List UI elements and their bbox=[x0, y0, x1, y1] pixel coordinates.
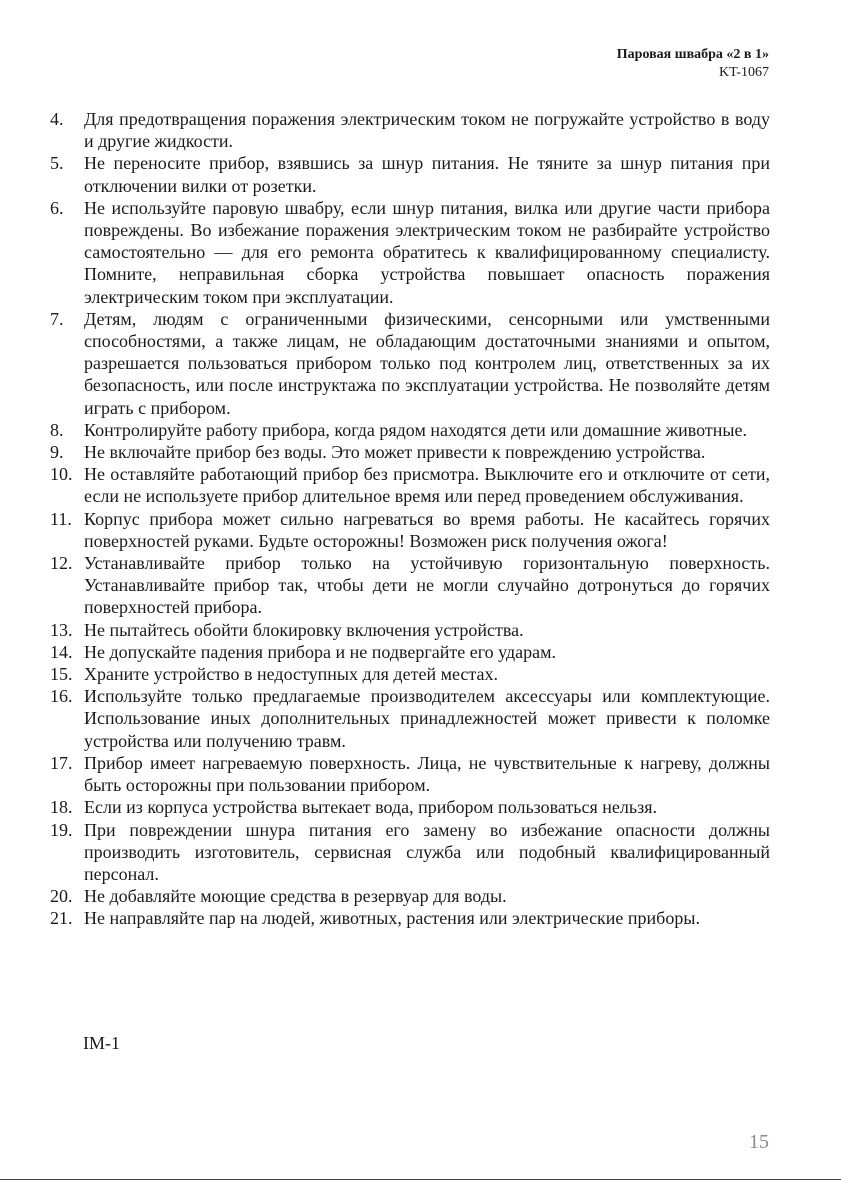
list-item bbox=[50, 419, 770, 441]
item-number: 17. bbox=[50, 752, 73, 773]
list-item bbox=[50, 619, 770, 641]
product-model: KT-1067 bbox=[718, 65, 769, 80]
item-text: Не добавляйте моющие средства в резервуар для воды. bbox=[84, 886, 507, 907]
item-number: 12. bbox=[50, 553, 73, 574]
document-code: IM-1 bbox=[83, 1033, 120, 1053]
list-item bbox=[50, 463, 770, 507]
bottom-divider bbox=[0, 1179, 841, 1180]
item-text: Не пытайтесь обойти блокировку включения устройства. bbox=[84, 619, 524, 640]
item-number: 11. bbox=[50, 508, 72, 529]
item-text: При повреждении шнура питания его замену во избежание опасности должны производить изготовитель, сервисная служба или подобный квалифицированный персонал. bbox=[84, 819, 770, 884]
item-text: Для предотвращения поражения электрическим током не погружайте устройство в воду и другие жидкости. bbox=[84, 109, 770, 152]
list-item bbox=[50, 752, 770, 796]
item-number: 5. bbox=[50, 153, 64, 174]
list-item bbox=[50, 308, 770, 419]
list-item bbox=[50, 552, 770, 619]
item-text: Контролируйте работу прибора, когда рядом находятся дети или домашние животные. bbox=[84, 419, 747, 440]
item-text: Не включайте прибор без воды. Это может привести к повреждению устройства. bbox=[84, 442, 706, 463]
item-number: 13. bbox=[50, 619, 73, 640]
safety-instructions-list bbox=[50, 108, 770, 930]
item-number: 21. bbox=[50, 908, 73, 929]
item-number: 4. bbox=[50, 109, 64, 129]
item-text: Не оставляйте работающий прибор без присмотра. Выключите его и отключите от сети, если не используете прибор длительное время или перед проведением обслуживания. bbox=[84, 464, 770, 507]
item-number: 10. bbox=[50, 464, 73, 485]
list-item bbox=[50, 108, 770, 152]
item-text: Устанавливайте прибор только на устойчивую горизонтальную поверхность. Устанавливайте прибор так, чтобы дети не могли случайно дотронуться до горячих поверхностей прибора. bbox=[84, 553, 770, 618]
page-number: 15 bbox=[749, 1131, 769, 1153]
item-text: Не допускайте падения прибора и не подвергайте его ударам. bbox=[84, 641, 557, 662]
item-text: Не переносите прибор, взявшись за шнур питания. Не тяните за шнур питания при отключении вилки от розетки. bbox=[84, 153, 770, 196]
product-title: Паровая швабра «2 в 1» bbox=[616, 47, 769, 62]
item-number: 9. bbox=[50, 442, 64, 463]
item-number: 7. bbox=[50, 308, 64, 329]
item-number: 19. bbox=[50, 819, 73, 840]
item-number: 14. bbox=[50, 641, 73, 662]
list-item bbox=[50, 441, 770, 463]
list-item bbox=[50, 197, 770, 308]
list-item bbox=[50, 152, 770, 196]
list-item bbox=[50, 885, 770, 907]
item-number: 16. bbox=[50, 686, 73, 707]
item-text: Храните устройство в недоступных для детей местах. bbox=[84, 664, 498, 685]
list-item bbox=[50, 508, 770, 552]
list-item bbox=[50, 641, 770, 663]
item-text: Детям, людям с ограниченными физическими, сенсорными или умственными способностями, а также лицам, не обладающим достаточными знаниями и опытом, разрешается пользоваться прибором только под контролем лиц, ответственных за их безопасность, или после инструктажа по эксплуатации устройства. Не позволяйте детям играть с прибором. bbox=[84, 308, 770, 418]
item-number: 15. bbox=[50, 664, 73, 685]
item-number: 18. bbox=[50, 797, 73, 818]
item-text: Прибор имеет нагреваемую поверхность. Лица, не чувствительные к нагреву, должны быть осторожны при пользовании прибором. bbox=[84, 752, 770, 796]
item-text: Корпус прибора может сильно нагреваться во время работы. Не касайтесь горячих поверхностей руками. Будьте осторожны! Возможен риск получения ожога! bbox=[84, 508, 770, 551]
item-text: Не используйте паровую швабру, если шнур питания, вилка или другие части прибора повреждены. Во избежание поражения электрическим током не разбирайте устройство самостоятельно — для его ремонта обратитесь к квалифицированному специалисту. Помните, неправильная сборка устройства повышает опасность поражения электрическим током при эксплуатации. bbox=[84, 197, 770, 307]
item-text: Не направляйте пар на людей, животных, растения или электрические приборы. bbox=[84, 908, 700, 929]
item-number: 8. bbox=[50, 419, 64, 440]
item-number: 20. bbox=[50, 886, 73, 907]
list-item bbox=[50, 819, 770, 886]
list-item bbox=[50, 907, 770, 929]
item-number: 6. bbox=[50, 197, 64, 218]
item-text: Используйте только предлагаемые производителем аксессуары или комплектующие. Использование иных дополнительных принадлежностей может привести к поломке устройства или получению травм. bbox=[84, 686, 770, 751]
list-item bbox=[50, 685, 770, 752]
list-item bbox=[50, 663, 770, 685]
list-item bbox=[50, 796, 770, 818]
page-header bbox=[617, 46, 769, 82]
item-text: Если из корпуса устройства вытекает вода, прибором пользоваться нельзя. bbox=[84, 797, 657, 818]
